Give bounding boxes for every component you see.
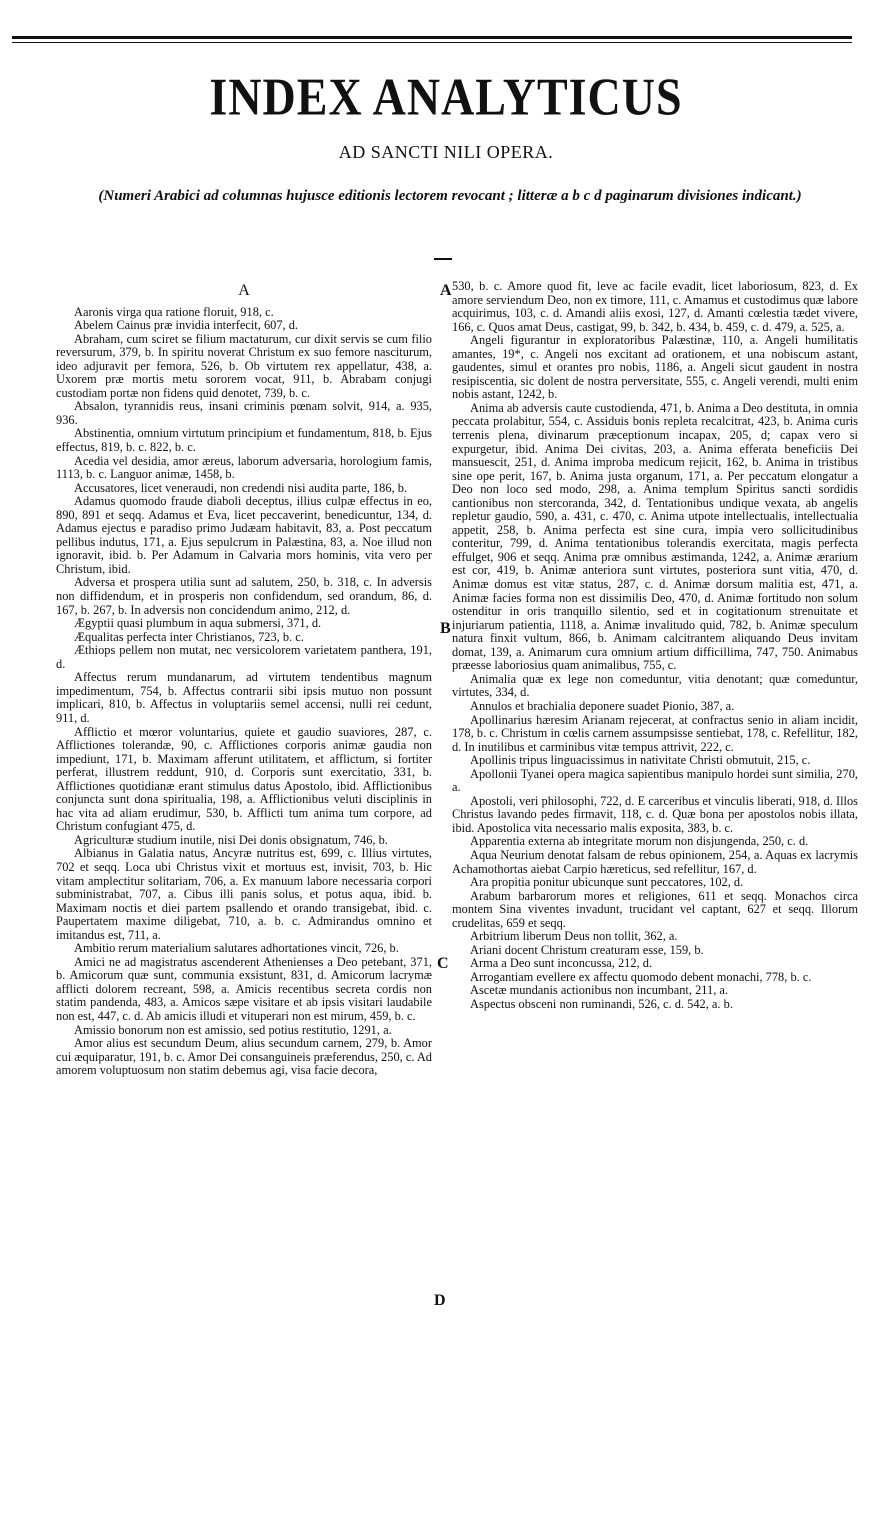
index-entry: Anima ab adversis caute custodienda, 471, b. Anima a Deo destituta, in omnia peccata prolabitur, 554, c. Assiduis bonis repleta recalcitrat, 423, b. Anima curis terrenis plena, divinarum præceptionum incapax, 205, d; capax vero si expurgetur, ibid. Anima Dei civitas, 203, a. Anima efferata beneficiis Dei mansuescit, 251, d. Anima improba medicum rejicit, 162, b. Anima in tristibus sine ope perit, 167, b. Anima justa organum, 171, a. Per peccatum elongatur a Deo non loco sed modo, 298, a. Anima templum Spiritus sancti sordidis cantionibus non stercoranda, 342, d. Tentationibus undique vexata, ab angelis repletur gaudio, 590, a. 431, c. 470, c. Anima utpote intellectualis, intellectualia appetit, 258, b. Anima perfecta est sine cura, impia vero sollicitudinibus conteritur, 799, d. Anima tentationibus tolerandis exercitata, magis perfecta effulget, 906 et seqq. Anima præ omnibus æstimanda, 1242, a. Animæ ærarium est cor, 419, b. Animæ anteriora sunt virtutes, posteriora sunt vitia, 470, d. Animæ domus est vitæ status, 287, c. d. Animæ dorsum malitia est, 471, a. Animæ facies forma non est dissimilis Deo, 470, d. Animæ fortitudo non solum ostenditur in oris tranquillo silentio, sed et in cogitationum strenuitate et injuriarum patientia, 1118, a. Animæ invalitudo quid, 782, b. Animæ speculum natura finxit vultum, 866, b. Animam calcitrantem aliquando Deus invitam domat, 139, a. Animarum cura omnium artium difficillima, 747, 750. Animabus præesse laboriosius quam animalibus, 755, c. bbox=[452, 400, 858, 673]
index-entry: Angeli figurantur in exploratoribus Palæstinæ, 110, a. Angeli humilitatis amantes, 19*, c. Angeli nos excitant ad orationem, et una nobiscum astant, gaudentes, simul et orantes pro nobis, 1186, a. Angeli sicut gaudent in nostra resipiscentia, sic dolent de nostra perversitate, 555, c. Angeli verendi, multi enim nobis astant, 1242, b. bbox=[452, 333, 858, 402]
index-entry: Afflictio et mœror voluntarius, quiete et gaudio suaviores, 287, c. Afflictiones tolerandæ, 90, c. Afflictiones corporis animæ gaudia non impediunt, 171, b. Maximam afferunt utilitatem, et afflictum, si fortiter perferat, illustrem reddunt, 910, d. Corporis sunt exercitatio, 331, b. Afflictiones quotidianæ erant stimulus datus Apostolo, ibid. Afflictionibus conjuncta sunt dona spiritualia, 198, a. Afflictionibus veluti disciplinis in hac vita ad aliam erudimur, 530, b. Afflicti tum anima tum corpore, ad Christum confugiant 475, d. bbox=[56, 724, 432, 834]
index-entry: Abraham, cum sciret se filium mactaturum, cur dixit servis se cum filio reversurum, 379, b. In spiritu noverat Christum ex suo femore nasciturum, ideo adjuravit per femora, 526, b. Ob virtutem rex appellatur, 438, a. Uxorem præ mortis metu sororem vocat, 911, b. Abrabam conjugi custodiam portæ non fidens quid denotet, 739, b. c. bbox=[56, 331, 432, 400]
index-entry: Æqualitas perfecta inter Christianos, 723, b. c. bbox=[74, 629, 304, 644]
index-entry: Ara propitia ponitur ubicunque sunt peccatores, 102, d. bbox=[470, 875, 744, 890]
margin-letter-a: A bbox=[440, 282, 452, 299]
index-entry: Affectus rerum mundanarum, ad virtutem tendentibus magnum impedimentum, 754, b. Affectus contrarii sibi ipsis mutuo non possunt implicari, 810, b. Affectus in voluptariis semel accensi, nulli rei cedunt, 911, d. bbox=[56, 670, 432, 725]
index-entry: Arma a Deo sunt inconcussa, 212, d. bbox=[470, 956, 653, 971]
section-letter: A bbox=[238, 282, 250, 299]
editorial-note: (Numeri Arabici ad columnas hujusce editionis lectorem revocant ; litteræ a b c d paginarum divisiones indicant.) bbox=[98, 188, 802, 204]
index-entry: Apollonii Tyanei opera magica sapientibus manipulo hordei sunt similia, 270, a. bbox=[452, 766, 858, 795]
index-entry: Aaronis virga qua ratione floruit, 918, c. bbox=[74, 304, 274, 319]
index-entry: Arabum barbarorum mores et religiones, 611 et seqq. Monachos circa montem Sina viventes invadunt, trucidant vel captant, 627 et seqq. Illorum crudelitas, 659 et seqq. bbox=[452, 888, 858, 930]
index-entry: Animalia quæ ex lege non comeduntur, vitia denotant; quæ comeduntur, virtutes, 334, d. bbox=[452, 671, 858, 700]
index-entry: 530, b. c. Amore quod fit, leve ac facile evadit, licet laboriosum, 823, d. Ex amore serviendum Deo, non ex timore, 111, c. Amamus et custodimus quæ labore acquirimus, 103, c. d. Amandi aliis exosi, 127, d. Amanti cœlestia tædet vivere, 166, c. Quos amat Deus, castigat, 99, b. 342, b. 434, b. 459, c. d. 479, a. 525, a. bbox=[452, 279, 858, 334]
index-entry: Arrogantiam evellere ex affectu quomodo debent monachi, 778, b. c. bbox=[470, 969, 812, 984]
index-entry: Absalon, tyrannidis reus, insani criminis pœnam solvit, 914, a. 935, 936. bbox=[56, 399, 432, 427]
top-thin-rule bbox=[12, 42, 852, 43]
margin-letter-c: C bbox=[437, 955, 449, 972]
margin-letter-d: D bbox=[434, 1292, 446, 1309]
page-title: INDEX ANALYTICUS bbox=[209, 67, 683, 126]
index-entry: Annulos et brachialia deponere suadet Pionio, 387, a. bbox=[470, 698, 735, 713]
index-entry: Amici ne ad magistratus ascenderent Athenienses a Deo petebant, 371, b. Amicorum quæ sunt, communia exsistunt, 831, d. Amicorum lacrymæ afflicti dolorem recreant, 598, a. Amicis recentibus secreta cordis non statim pandenda, 483, a. Amicos sæpe visitare et ab ipsis visitari laudabile non est, 447, c. d. Ab amicis illudi et vituperari non est mirum, 459, b. c. bbox=[56, 954, 432, 1023]
index-entry: Adamus quomodo fraude diaboli deceptus, illius culpæ effectus in eo, 890, 891 et seqq. Adamus et Eva, licet peccaverint, benedicuntur, 134, d. Adamus ejectus e paradiso primo Judæam habitavit, 83, a. Post peccatum pellibus indutus, 171, a. Ejus sepulcrum in Palæstina, 83, a. Noe illud non ignoravit, ibid. b. Per Adamum in Calvaria mors hominis, vita vero per Christum, ibid. bbox=[56, 494, 432, 576]
index-entry: Apollinarius hæresim Arianam rejecerat, at confractus senio in aliam incidit, 178, b. c. Christum in cœlis carnem assumpsisse sentiebat, 178, c. Refellitur, 182, d. In inutilibus et carminibus vitæ tempus attrivit, 222, c. bbox=[452, 712, 858, 754]
index-entry: Apollinis tripus linguacissimus in nativitate Christi obmutuit, 215, c. bbox=[470, 753, 811, 768]
index-entry: Accusatores, licet veneraudi, non credendi nisi audita parte, 186, b. bbox=[74, 480, 408, 495]
separator-dash bbox=[434, 258, 452, 260]
index-entry: Aspectus obsceni non ruminandi, 526, c. d. 542, a. b. bbox=[470, 996, 733, 1011]
index-entry: Abstinentia, omnium virtutum principium et fundamentum, 818, b. Ejus effectus, 819, b. c. 822, b. c. bbox=[56, 426, 432, 455]
index-entry: Ægyptii quasi plumbum in aqua submersi, 371, d. bbox=[74, 616, 322, 631]
index-entry: Agriculturæ studium inutile, nisi Dei donis obsignatum, 746, b. bbox=[74, 832, 388, 847]
top-double-rule bbox=[12, 36, 852, 39]
index-entry: Ascetæ mundanis actionibus non incumbant, 211, a. bbox=[470, 983, 728, 998]
index-entry: Adversa et prospera utilia sunt ad salutem, 250, b. 318, c. In adversis non diffidendum, et in prosperis non confidendum, sed orandum, 86, d. 167, b. 267, b. In adversis non concidendum animo, 212, d. bbox=[56, 575, 432, 617]
index-entry: Amissio bonorum non est amissio, sed potius restitutio, 1291, a. bbox=[74, 1022, 392, 1037]
index-entry: Abelem Cainus præ invidia interfecit, 607, d. bbox=[74, 318, 299, 333]
right-column bbox=[452, 280, 858, 1012]
margin-letter-b: B bbox=[440, 620, 451, 637]
index-entry: Amor alius est secundum Deum, alius secundum carnem, 279, b. Amor cui æquiparatur, 191, b. c. Amor Dei consanguineis præferendus, 250, c. Ad amorem voluptuosum non statim debemus agi, visa facie decora, bbox=[56, 1036, 432, 1078]
page-subtitle: AD SANCTI NILI OPERA. bbox=[338, 142, 554, 162]
left-column bbox=[56, 280, 432, 1078]
index-entry: Apostoli, veri philosophi, 722, d. E carceribus et vinculis liberati, 918, d. Illos Christus lavando pedes firmavit, 118, c. d. Quæ bona per apostolos nobis illata, ibid. Apostolica vita necessario malis exposita, 383, b. c. bbox=[452, 793, 858, 835]
index-entry: Acedia vel desidia, amor æreus, laborum adversaria, horologium famis, 1113, b. c. Languor animæ, 1458, b. bbox=[56, 453, 432, 482]
index-entry: Arbitrium liberum Deus non tollit, 362, a. bbox=[470, 929, 678, 944]
index-entry: Æthiops pellem non mutat, nec versicolorem varietatem panthera, 191, d. bbox=[56, 643, 432, 671]
index-entry: Albianus in Galatia natus, Ancyræ nutritus est, 699, c. Illius virtutes, 702 et seqq. Loca ubi Christus vixit et mortuus est, invisit, 703, b. Hic vitam amplectitur solitariam, 706, a. Ex manuum labore necessaria corpori subministrabat, 707, a. Cibus illi panis solus, et potus aqua, ibid. b. Maximam noctis et diei partem psallendo et orando transigebat, ibid. c. Paupertatem maxime diligebat, 710, a. b. c. Admirandus omnino et imitandus est, 711, a. bbox=[56, 846, 432, 942]
index-entry: Ambitio rerum materialium salutares adhortationes vincit, 726, b. bbox=[74, 941, 399, 956]
index-entry: Apparentia externa ab integritate morum non disjungenda, 250, c. d. bbox=[470, 834, 809, 849]
index-entry: Aqua Neurium denotat falsam de rebus opinionem, 254, a. Aquas ex lacrymis Achamothortas aiebat Carpio hæreticus, sed refellitur, 167, d. bbox=[452, 847, 858, 876]
index-entry: Ariani docent Christum creaturam esse, 159, b. bbox=[470, 942, 704, 957]
